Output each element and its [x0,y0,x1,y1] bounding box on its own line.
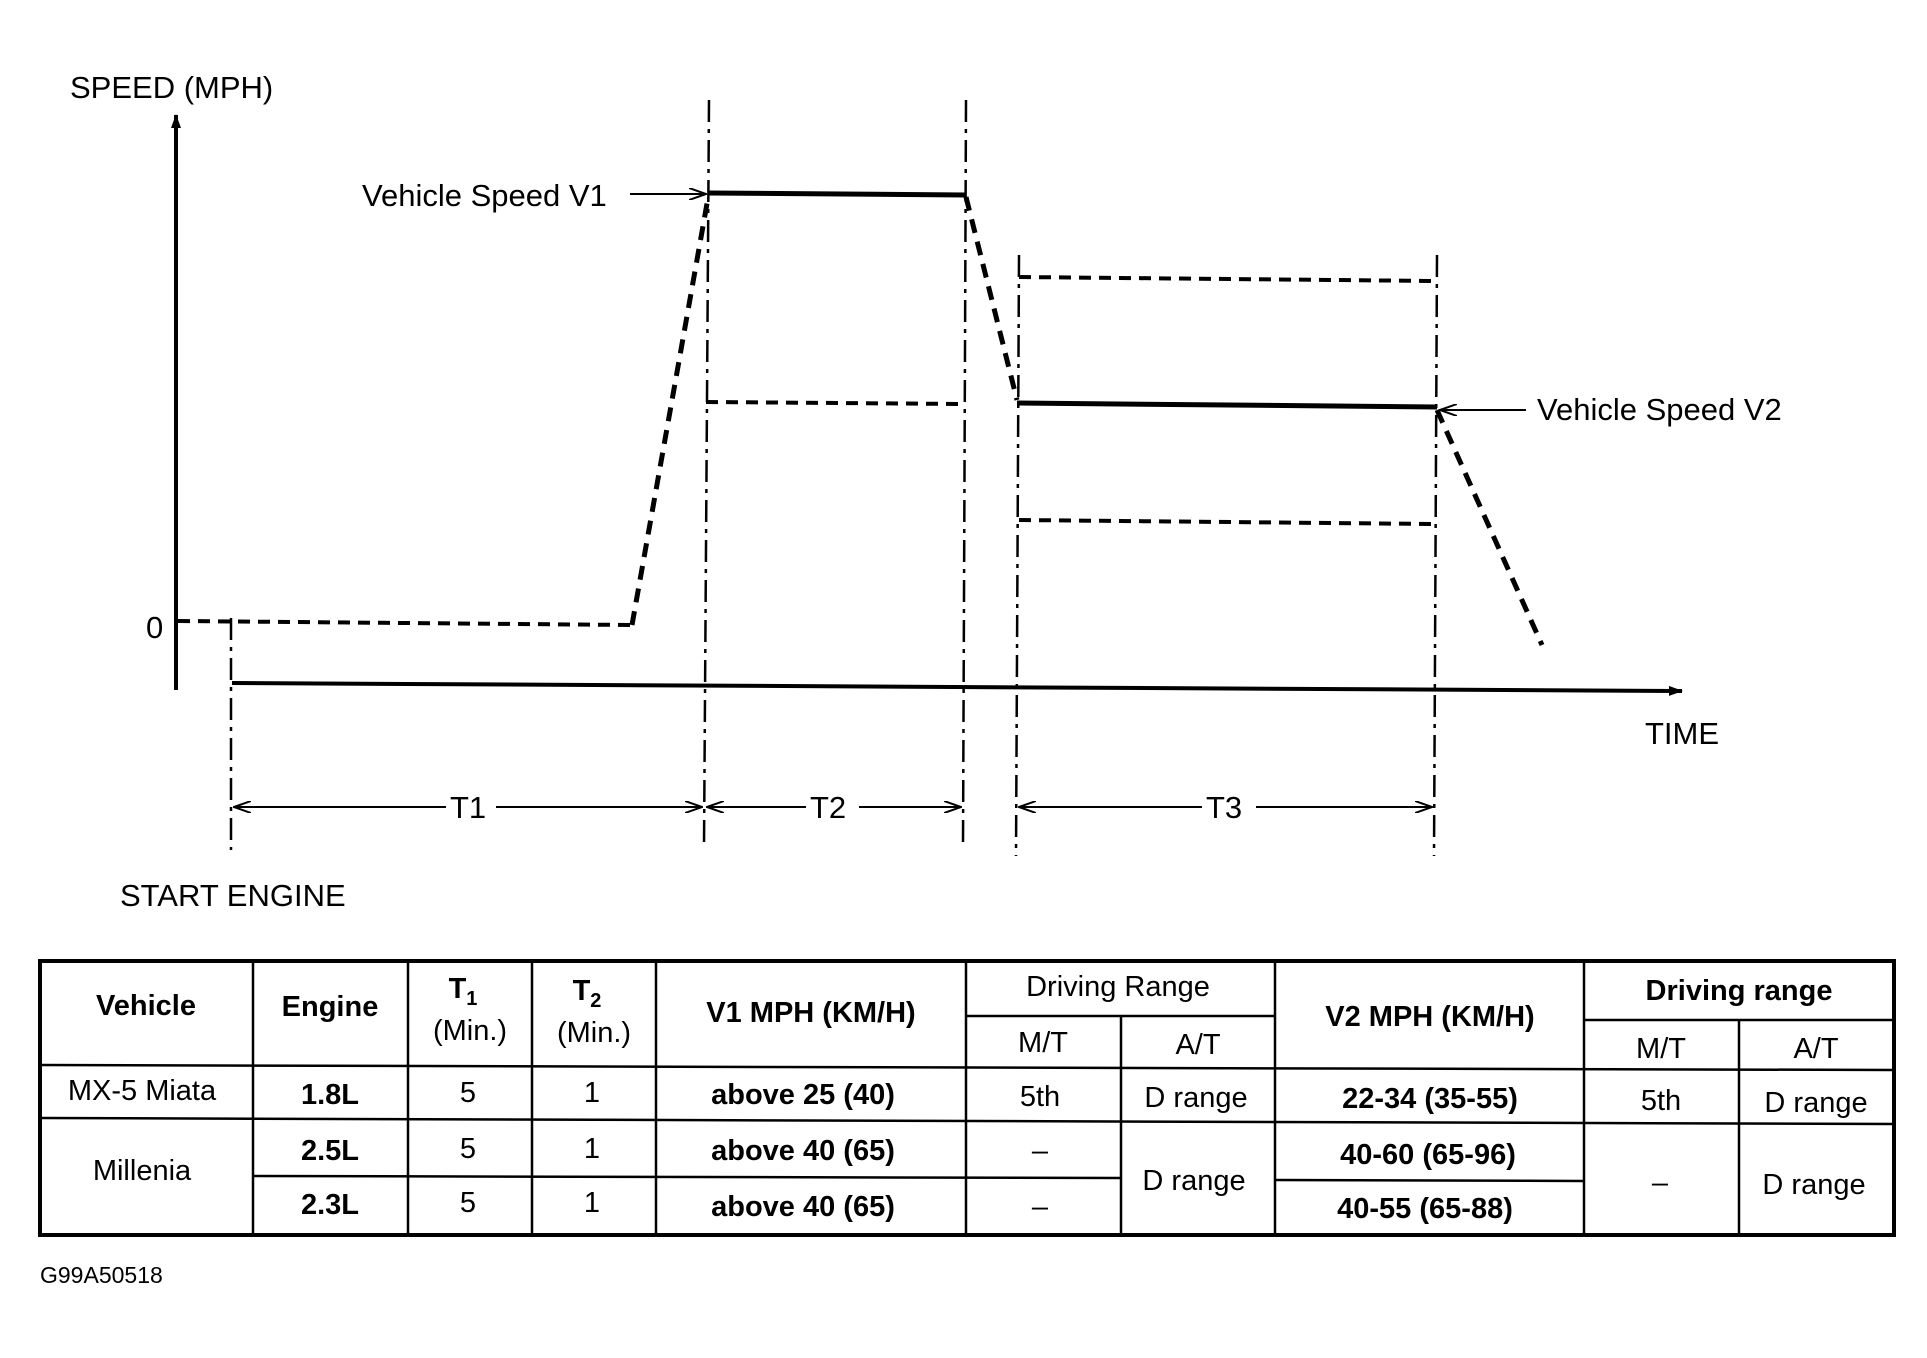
t1-label: T1 [450,790,487,825]
row1-v1: above 25 (40) [711,1079,895,1111]
row1-at1: D range [1144,1082,1248,1114]
row2-at2: D range [1762,1169,1866,1201]
header-at-1: A/T [1175,1029,1221,1061]
header-t2: $T_2$ [572,975,602,1012]
t2-label: T2 [810,790,847,825]
t3-label: T3 [1206,790,1243,825]
row3-v2: 40-55 (65-88) [1337,1193,1513,1225]
header-at-2: A/T [1793,1033,1839,1065]
row3-v1: above 40 (65) [711,1191,895,1223]
v2-label: Vehicle Speed V2 [1537,392,1782,427]
header-driving-range-1: Driving Range [1026,971,1210,1003]
row1-vehicle: MX-5 Miata [67,1075,217,1107]
row1-mt1: 5th [1019,1081,1061,1113]
deceleration-ramp [966,197,1017,400]
row1-t1: 5 [459,1077,477,1109]
row3-t2: 1 [583,1187,601,1219]
v2-solid-line [1017,403,1437,407]
row2-at1: D range [1142,1165,1246,1197]
row3-mt1: – [1031,1191,1049,1223]
header-vehicle: Vehicle [96,990,196,1022]
row1-at2: D range [1764,1087,1868,1119]
row2-t1: 5 [459,1133,477,1165]
header-v1: V1 MPH (KM/H) [706,997,916,1029]
marker-t3-end [1434,255,1437,856]
spec-table [40,961,1894,1235]
row2-engine: 2.5L [300,1135,360,1167]
row1-engine: 1.8L [300,1079,360,1111]
row1-t2: 1 [583,1077,601,1109]
v1-label: Vehicle Speed V1 [362,178,607,213]
marker-t3-start [1016,255,1019,856]
row3-engine: 2.3L [300,1189,360,1221]
v1-solid-line [708,193,966,195]
v2-upper-dashed [1019,277,1437,281]
time-markers [231,100,1437,856]
x-axis-label: TIME [1645,716,1720,751]
figure-code: G99A50518 [40,1262,163,1288]
header-t2-unit: (Min.) [556,1017,632,1049]
row2-v2: 40-60 (65-96) [1340,1139,1516,1171]
header-v2: V2 MPH (KM/H) [1325,1001,1535,1033]
acceleration-ramp [632,198,708,625]
header-mt-2: M/T [1636,1033,1686,1065]
v2-lower-dashed [1019,520,1434,524]
row2-t2: 1 [583,1133,601,1165]
header-t1-unit: (Min.) [432,1015,508,1047]
header-t1: $T_1$ [448,973,478,1010]
row2-v1: above 40 (65) [711,1135,895,1167]
zero-label: 0 [146,610,164,645]
row2-mt2: – [1651,1167,1669,1199]
x-axis [232,683,1682,691]
y-axis-label: SPEED (MPH) [70,70,274,105]
final-deceleration [1437,410,1542,645]
row3-t1: 5 [459,1187,477,1219]
row2-vehicle: Millenia [92,1155,192,1187]
idle-dashed-line [178,621,632,625]
start-engine-label: START ENGINE [120,878,346,913]
row2-mt1: – [1031,1135,1049,1167]
row1-mt2: 5th [1640,1085,1682,1117]
marker-t2-end [963,100,966,846]
v1-lower-dashed [706,402,963,404]
header-mt-1: M/T [1018,1027,1068,1059]
row1-v2: 22-34 (35-55) [1342,1083,1518,1115]
header-engine: Engine [281,991,379,1023]
header-driving-range-2: Driving range [1645,975,1833,1007]
